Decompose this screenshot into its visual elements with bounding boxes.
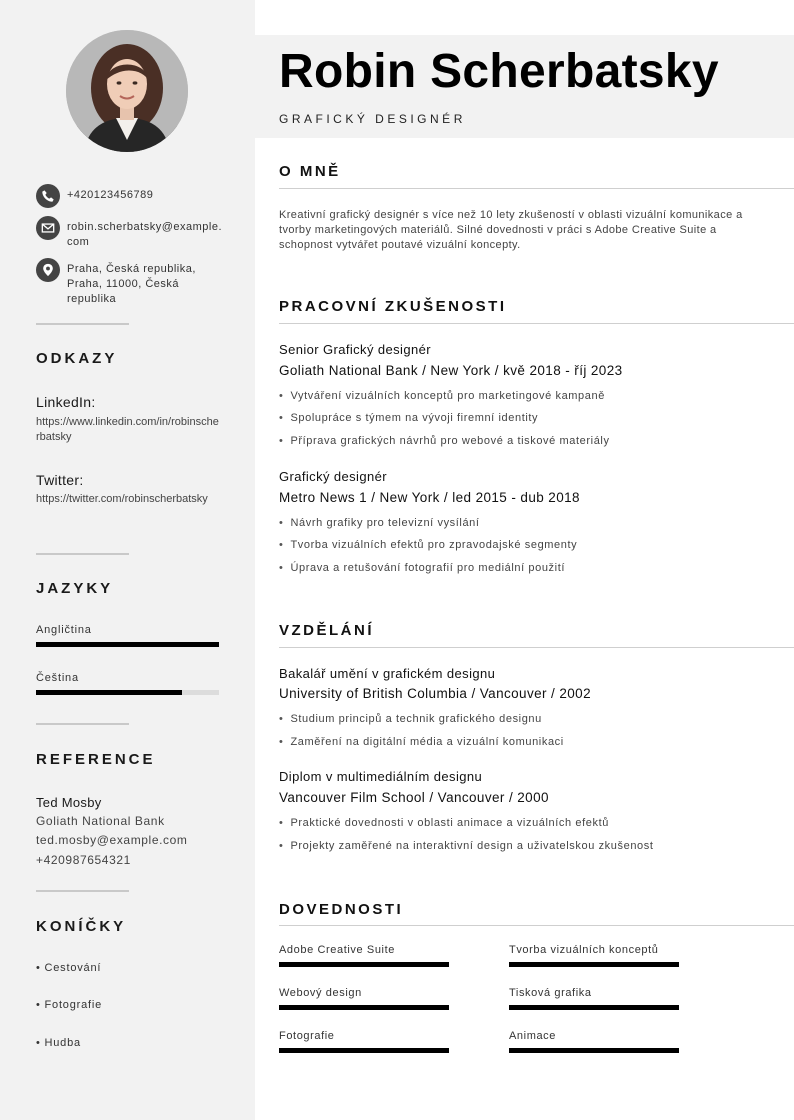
skill-level-fill	[279, 1005, 449, 1010]
links-heading: ODKAZY	[36, 350, 118, 367]
hobby-item: • Cestování	[36, 962, 102, 974]
language-name: Čeština	[36, 672, 79, 684]
reference-phone: +420987654321	[36, 853, 131, 867]
education-bullet: • Praktické dovednosti v oblasti animace a vizuálních efektů	[279, 817, 609, 829]
education-school: University of British Columbia / Vancouver / 2002	[279, 686, 591, 701]
education-title: Bakalář umění v grafickém designu	[279, 666, 496, 681]
skill-name: Tisková grafika	[509, 987, 592, 999]
skill-level-fill	[279, 1048, 449, 1053]
phone-icon	[36, 184, 60, 208]
reference-name: Ted Mosby	[36, 795, 102, 810]
sidebar-divider	[36, 723, 129, 725]
job-bullet: • Tvorba vizuálních efektů pro zpravodajské segmenty	[279, 539, 577, 551]
hobbies-heading: KONÍČKY	[36, 918, 127, 935]
language-level-bar	[36, 690, 219, 695]
job-title: Senior Grafický designér	[279, 342, 431, 357]
section-rule	[279, 925, 794, 926]
skill-level-bar	[279, 962, 449, 967]
sidebar-divider	[36, 553, 129, 555]
contact-address	[36, 258, 226, 307]
skill-level-fill	[279, 962, 449, 967]
section-rule	[279, 188, 794, 189]
education-bullet: • Projekty zaměřené na interaktivní design a uživatelskou zkušenost	[279, 840, 654, 852]
section-rule	[279, 323, 794, 324]
education-bullet: • Studium principů a technik grafického designu	[279, 713, 542, 725]
language-name: Angličtina	[36, 624, 92, 636]
hobby-item: • Fotografie	[36, 999, 103, 1011]
contact-phone	[36, 184, 226, 208]
job-employer: Metro News 1 / New York / led 2015 - dub 2018	[279, 490, 580, 505]
job-bullet: • Vytváření vizuálních konceptů pro marketingové kampaně	[279, 390, 605, 402]
skill-name: Webový design	[279, 987, 362, 999]
job-employer: Goliath National Bank / New York / kvě 2018 - říj 2023	[279, 363, 623, 378]
address-text: Praha, Česká republika, Praha, 11000, Česká republika	[67, 263, 196, 305]
languages-heading: JAZYKY	[36, 580, 114, 597]
skill-level-bar	[279, 1005, 449, 1010]
skill-name: Animace	[509, 1030, 556, 1042]
about-text: Kreativní grafický designér s více než 10 lety zkušeností v oblasti vizuální komunikace a tvorby marketingových materiálů. Silné dovednosti v práci s Adobe Creative Suite a schopnost vytvářet poutavé vizuální koncepty.	[279, 209, 743, 251]
education-title: Diplom v multimediálním designu	[279, 769, 483, 784]
job-bullet: • Spolupráce s týmem na vývoji firemní identity	[279, 412, 538, 424]
skill-name: Adobe Creative Suite	[279, 944, 395, 956]
location-pin-icon	[36, 258, 60, 282]
skill-level-bar	[509, 1005, 679, 1010]
reference-heading: REFERENCE	[36, 751, 156, 768]
skill-level-bar	[279, 1048, 449, 1053]
main-content	[255, 0, 794, 1120]
skill-level-fill	[509, 1005, 679, 1010]
skill-level-fill	[509, 1048, 679, 1053]
language-level-fill	[36, 690, 182, 695]
about-heading: O MNĚ	[279, 163, 341, 180]
sidebar	[0, 0, 255, 1120]
sidebar-divider	[36, 890, 129, 892]
skill-name: Tvorba vizuálních konceptů	[509, 944, 659, 956]
job-bullet: • Návrh grafiky pro televizní vysílání	[279, 517, 480, 529]
person-name: Robin Scherbatsky	[279, 45, 719, 98]
skill-level-fill	[509, 962, 679, 967]
skill-level-bar	[509, 962, 679, 967]
reference-email[interactable]: ted.mosby@example.com	[36, 833, 188, 847]
job-bullet: • Úprava a retušování fotografií pro mediální použití	[279, 562, 565, 574]
contact-block	[36, 184, 226, 315]
person-title: GRAFICKÝ DESIGNÉR	[279, 112, 466, 126]
email-text[interactable]: robin.scherbatsky@example.com	[67, 221, 223, 248]
twitter-url[interactable]: https://twitter.com/robinscherbatsky	[36, 493, 208, 505]
profile-photo	[66, 30, 188, 152]
skill-level-bar	[509, 1048, 679, 1053]
experience-heading: PRACOVNÍ ZKUŠENOSTI	[279, 298, 507, 315]
contact-email	[36, 216, 226, 250]
skills-heading: DOVEDNOSTI	[279, 901, 404, 918]
education-heading: VZDĚLÁNÍ	[279, 622, 374, 639]
job-title: Grafický designér	[279, 469, 387, 484]
twitter-label: Twitter:	[36, 472, 84, 488]
reference-company: Goliath National Bank	[36, 814, 165, 828]
language-level-bar	[36, 642, 219, 647]
skill-name: Fotografie	[279, 1030, 335, 1042]
envelope-icon	[36, 216, 60, 240]
education-bullet: • Zaměření na digitální média a vizuální komunikaci	[279, 736, 564, 748]
person-photo-icon	[66, 30, 188, 152]
language-level-fill	[36, 642, 219, 647]
linkedin-label: LinkedIn:	[36, 394, 96, 410]
job-bullet: • Příprava grafických návrhů pro webové a tiskové materiály	[279, 435, 610, 447]
education-school: Vancouver Film School / Vancouver / 2000	[279, 790, 549, 805]
sidebar-divider	[36, 323, 129, 325]
hobby-item: • Hudba	[36, 1037, 81, 1049]
phone-text: +420123456789	[67, 189, 154, 201]
section-rule	[279, 647, 794, 648]
linkedin-url[interactable]: https://www.linkedin.com/in/robinscherbatsky	[36, 416, 219, 443]
